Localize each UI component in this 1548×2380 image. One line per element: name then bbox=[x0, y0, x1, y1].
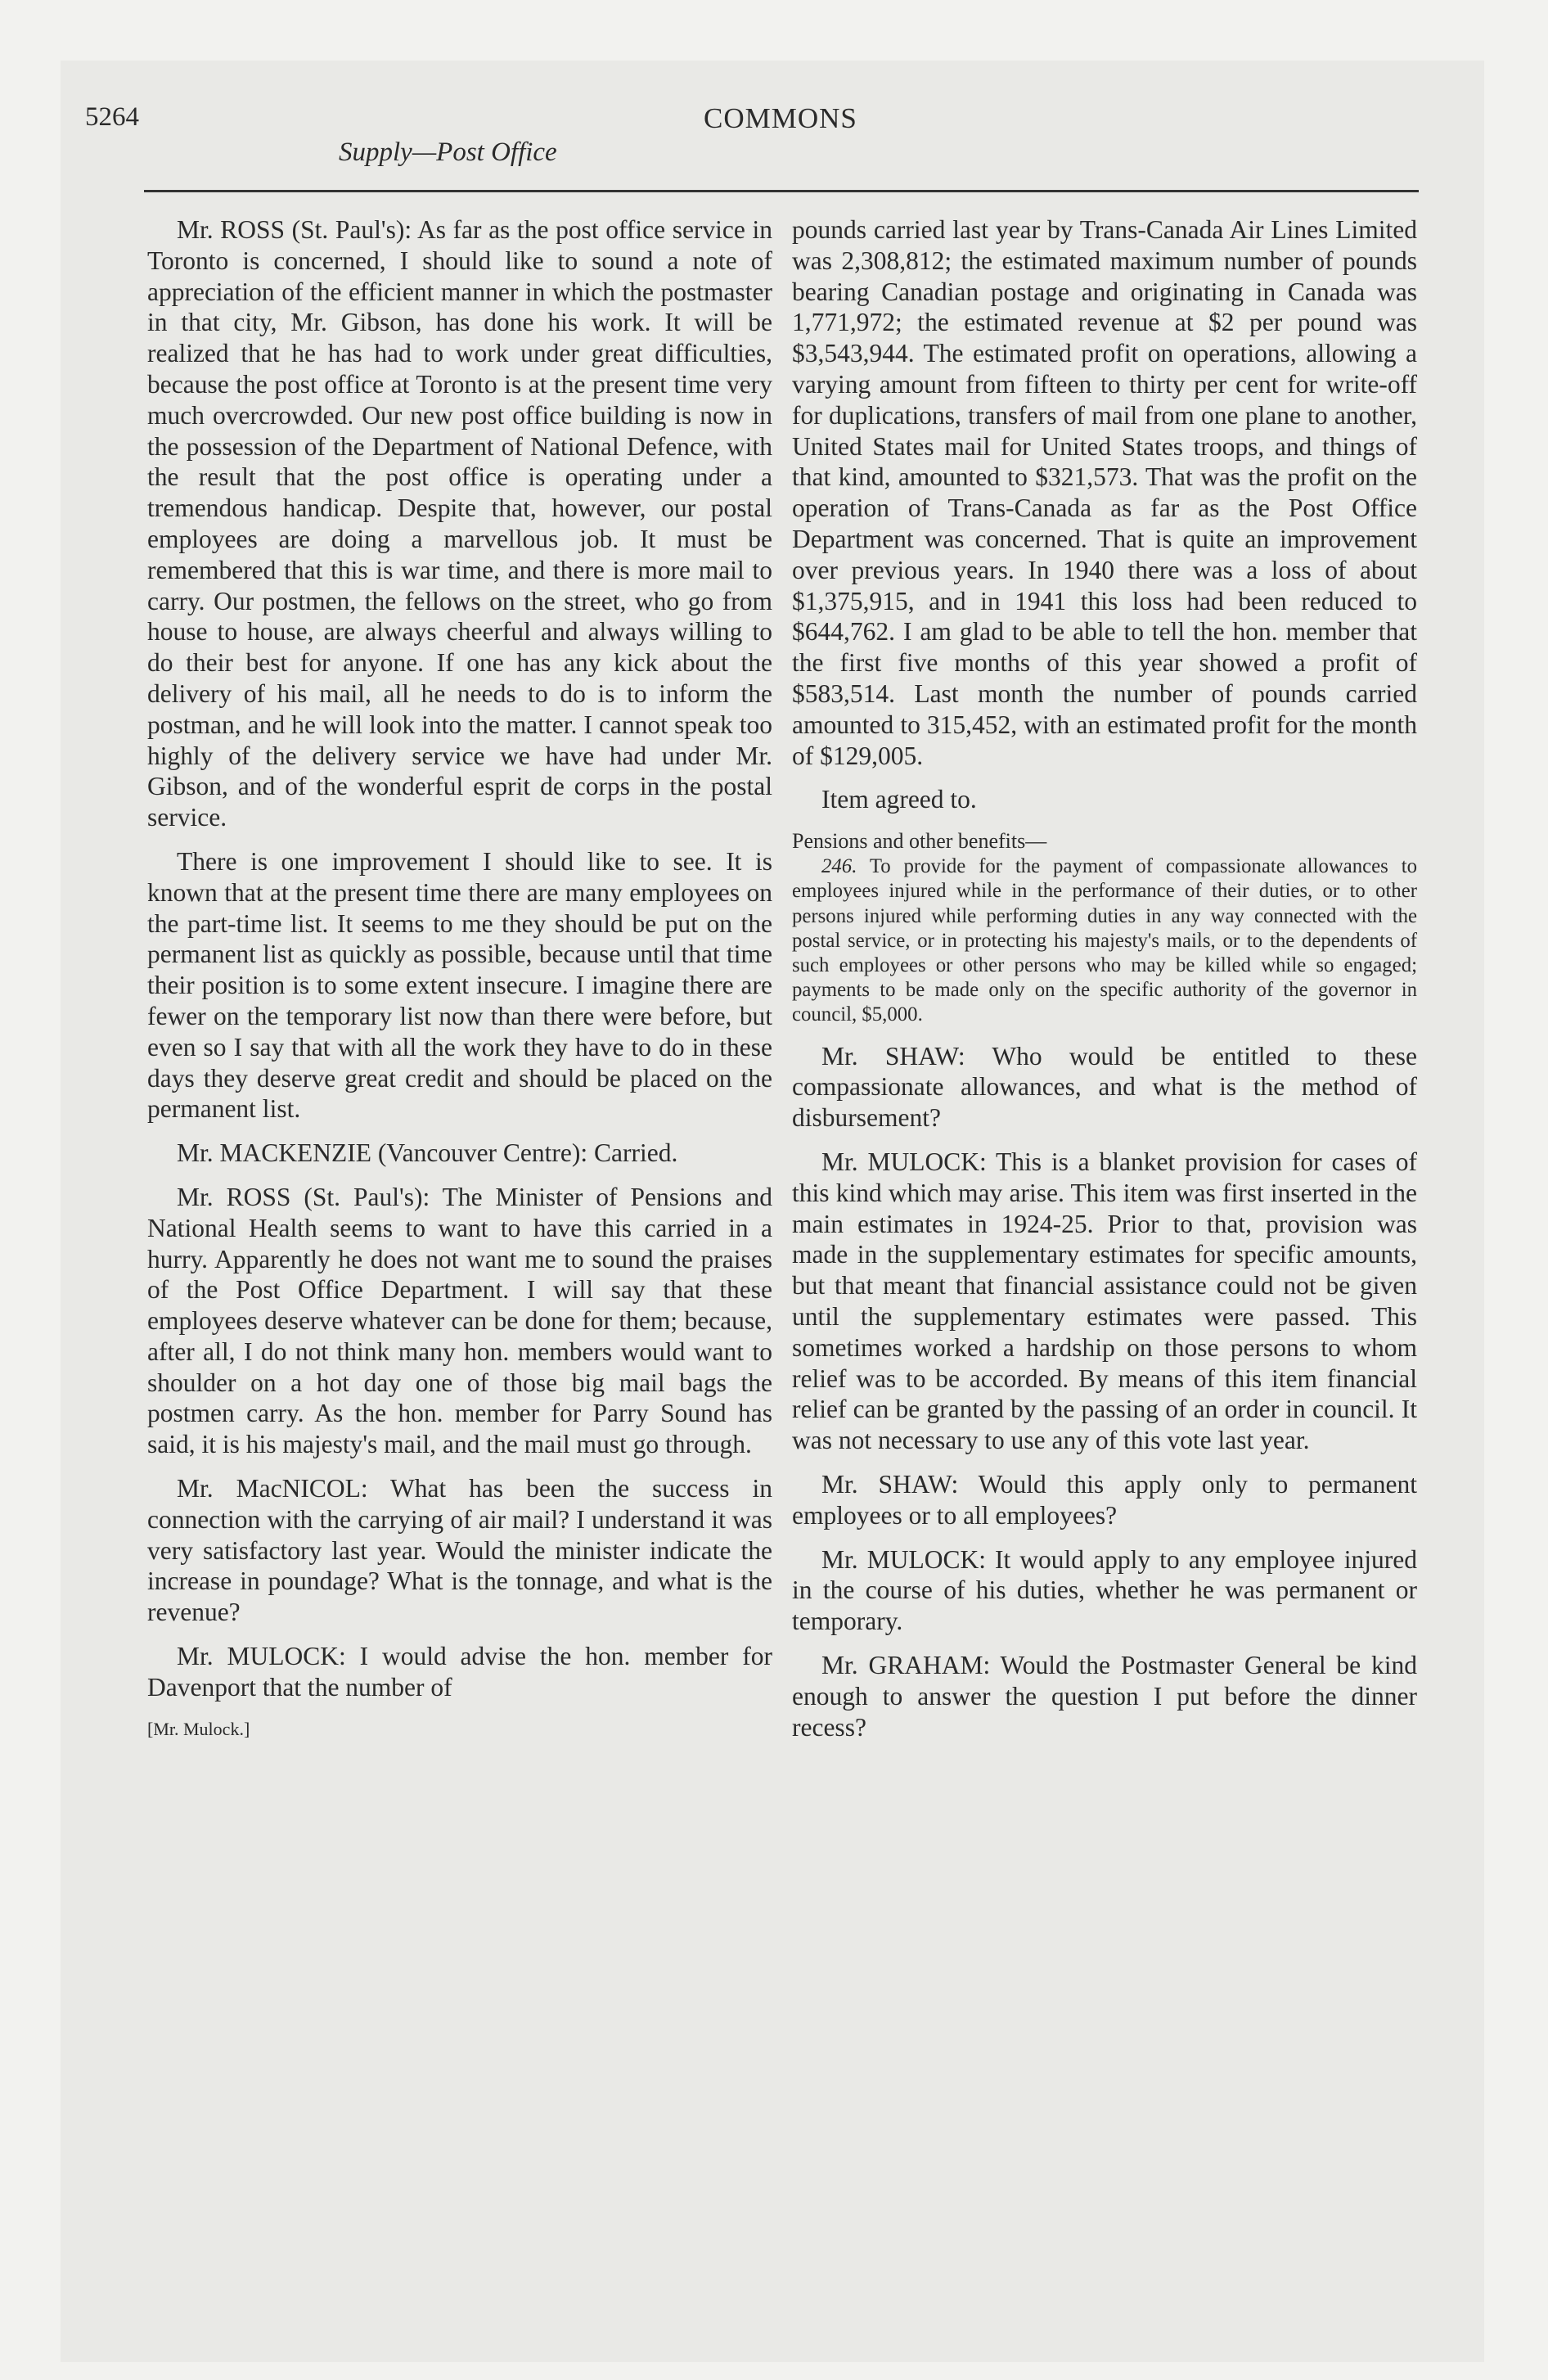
item-agreed: Item agreed to. bbox=[821, 785, 977, 814]
speaker-footer: [Mr. Mulock.] bbox=[147, 1718, 250, 1739]
paragraph-mulock-continued: pounds carried last year by Trans-Canada Air Lines Limited was 2,308,812; the estimated maximum number of pounds bearing Canadian postage and originating in Canada was 1,771,972; the estimated revenue at $2 per pound was $3,543,944. The estimated profit on operations, allowing a varying amount from fifteen to thirty per cent for write-off for duplications, transfers of mail from one plane to another, United States mail for United States troops, and things of that kind, amounted to $321,573. That was the profit on the operation of Trans-Canada as far as the Post Office Department was concerned. That is quite an improvement over previous years. In 1940 there was a loss of about $1,375,915, and in 1941 this loss had been reduced to $644,762. I am glad to be able to tell the hon. member that the first five months of this year showed a profit of $583,514. Last month the number of pounds carried amounted to 315,452, with an estimated profit for the month of $129,005. bbox=[792, 215, 1417, 770]
section-title: Supply—Post Office bbox=[339, 137, 557, 167]
item-text: To provide for the payment of compassionate allowances to employees injured while in the performance of their duties, or to other persons injured while performing duties in any way connected with the postal service, or in protecting his majesty's mails, or to the dependents of such employees or other persons who may be killed while so engaged; payments to be made only on the specific authority of the governor in council, $5,000. bbox=[792, 855, 1417, 1026]
paragraph-shaw-1: Mr. SHAW: Who would be entitled to these compassionate allowances, and what is the method of disbursement? bbox=[792, 1041, 1417, 1133]
paragraph-shaw-2: Mr. SHAW: Would this apply only to permanent employees or to all employees? bbox=[792, 1469, 1417, 1530]
paragraph-macnicol: Mr. MacNICOL: What has been the success in connection with the carrying of air mail? I understand it was very satisfactory last year. Would the minister indicate the increase in poundage? What is the tonnage, and what is the revenue? bbox=[147, 1474, 772, 1627]
paragraph-mulock-3: Mr. MULOCK: It would apply to any employee injured in the course of his duties, whether he was permanent or temporary. bbox=[792, 1544, 1417, 1636]
estimate-heading: Pensions and other benefits— bbox=[792, 829, 1047, 854]
paragraph-mulock-2: Mr. MULOCK: This is a blanket provision for cases of this kind which may arise. This item was first inserted in the main estimates in 1924-25. Prior to that, provision was made in the supplementary estimates for specific amounts, but that meant that financial assistance could not be given until the supplementary estimates were passed. This sometimes worked a hardship on those persons to whom relief was to be accorded. By means of this item financial relief can be granted by the passing of an order in council. It was not necessary to use any of this vote last year. bbox=[792, 1147, 1417, 1455]
paragraph-ross-3: Mr. ROSS (St. Paul's): The Minister of Pensions and National Health seems to want to have this carried in a hurry. Apparently he does not want me to sound the praises of the Post Office Department. I will say that these employees deserve whatever can be done for them; because, after all, I do not think many hon. members would want to shoulder on a hot day one of those big mail bags the postmen carry. As the hon. member for Parry Sound has said, it is his majesty's mail, and the mail must go through. bbox=[147, 1182, 772, 1459]
right-column bbox=[792, 214, 1417, 1742]
paragraph-ross-2: There is one improvement I should like to see. It is known that at the present time there are many employees on the part-time list. It seems to me they should be put on the permanent list as quickly as possible, because until that time their position is to some extent insecure. I imagine there are fewer on the temporary list now than there were before, but even so I say that with all the work they have to do in these days they deserve great credit and should be placed on the permanent list. bbox=[147, 846, 772, 1124]
estimate-item bbox=[792, 854, 1417, 1027]
paragraph-mackenzie: Mr. MACKENZIE (Vancouver Centre): Carried. bbox=[177, 1138, 678, 1168]
left-column bbox=[147, 214, 772, 1741]
item-number: 246. bbox=[821, 855, 857, 878]
paragraph-graham: Mr. GRAHAM: Would the Postmaster General be kind enough to answer the question I put before the dinner recess? bbox=[792, 1650, 1417, 1742]
header-rule bbox=[144, 190, 1419, 192]
page-number: 5264 bbox=[85, 102, 139, 132]
paragraph-ross-1: Mr. ROSS (St. Paul's): As far as the post office service in Toronto is concerned, I should like to sound a note of appreciation of the efficient manner in which the postmaster in that city, Mr. Gibson, has done his work. It will be realized that he has had to work under great difficulties, because the post office at Toronto is at the present time very much overcrowded. Our new post office building is now in the possession of the Department of National Defence, with the result that the post office is operating under a tremendous handicap. Despite that, however, our postal employees are doing a marvellous job. It must be remembered that this is war time, and there is more mail to carry. Our postmen, the fellows on the street, who go from house to house, are always cheerful and always willing to do their best for anyone. If one has any kick about the delivery of his mail, all he needs to do is to inform the postman, and he will look into the matter. I cannot speak too highly of the delivery service we have had under Mr. Gibson, and of the wonderful esprit de corps in the postal service. bbox=[147, 215, 772, 832]
paragraph-mulock-1: Mr. MULOCK: I would advise the hon. member for Davenport that the number of bbox=[147, 1642, 772, 1702]
running-head: COMMONS bbox=[704, 102, 857, 134]
